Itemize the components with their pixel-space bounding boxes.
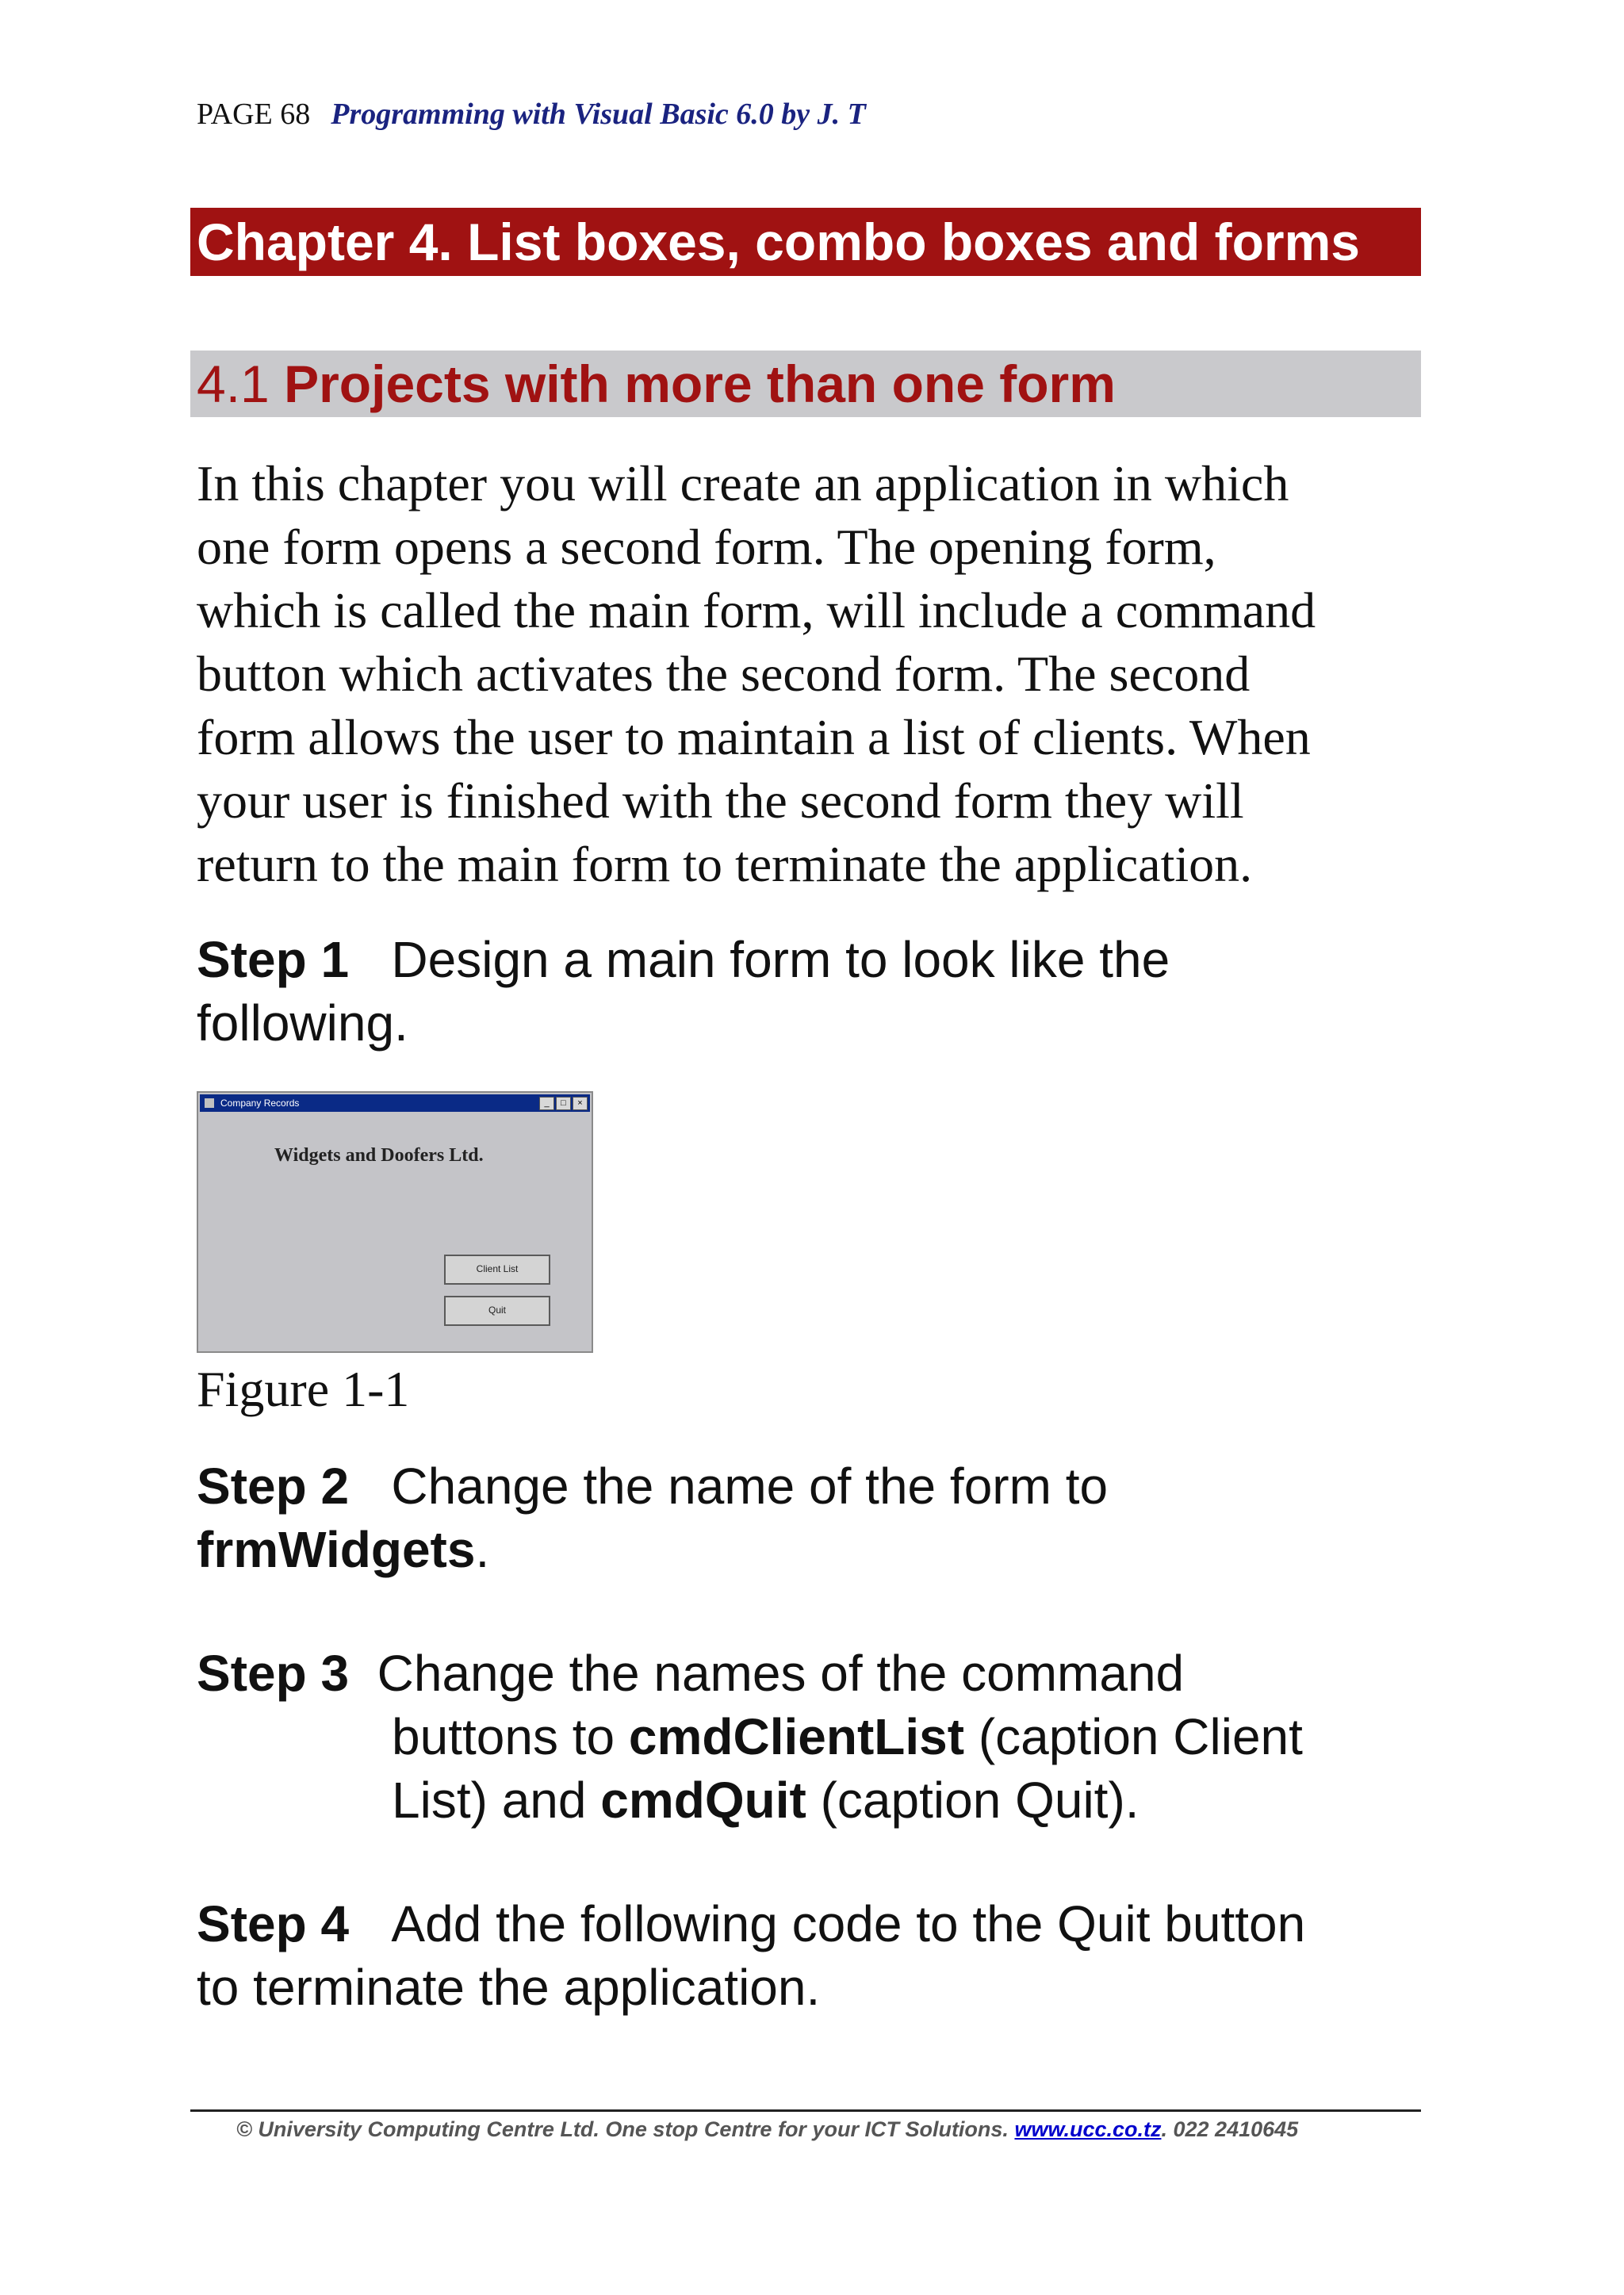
app-icon: [205, 1098, 214, 1108]
minimize-icon[interactable]: _: [539, 1097, 554, 1110]
company-label: Widgets and Doofers Ltd.: [274, 1145, 484, 1166]
window-title: Company Records: [220, 1098, 300, 1109]
step-1-text-cont: following.: [197, 994, 408, 1052]
step-4-text: Add the following code to the Quit button: [391, 1895, 1306, 1952]
quit-name: cmdQuit: [600, 1772, 806, 1829]
book-title: Programming with Visual Basic 6.0 by J. T: [331, 98, 866, 131]
footer-phone: . 022 2410645: [1161, 2117, 1299, 2141]
intro-paragraph: [197, 452, 1434, 896]
footer-link[interactable]: www.ucc.co.tz: [1014, 2117, 1162, 2141]
step-3: [197, 1642, 1303, 1832]
maximize-icon[interactable]: □: [556, 1097, 571, 1110]
section-number: 4.1: [197, 354, 270, 413]
step-1-text: Design a main form to look like the: [391, 931, 1170, 988]
page-footer: [236, 2117, 1298, 2142]
window-titlebar: [200, 1094, 590, 1112]
step-2: [197, 1454, 1108, 1581]
intro-line: In this chapter you will create an application in which: [197, 455, 1289, 511]
step-1: [197, 928, 1170, 1055]
step-3-text: Change the names of the command: [377, 1645, 1185, 1702]
intro-line: button which activates the second form. The second: [197, 646, 1251, 702]
figure-form-screenshot: [197, 1091, 593, 1353]
window-controls: [539, 1097, 588, 1110]
step-1-label: Step 1: [197, 931, 350, 988]
intro-line: form allows the user to maintain a list of clients. When: [197, 709, 1311, 765]
step-4-label: Step 4: [197, 1895, 350, 1952]
step-2-text: Change the name of the form to: [391, 1458, 1109, 1515]
step-3-text: List) and: [392, 1772, 601, 1829]
form-name: frmWidgets: [197, 1521, 476, 1578]
intro-line: one form opens a second form. The opening form,: [197, 519, 1216, 575]
step-3-text: buttons to: [392, 1708, 629, 1765]
chapter-title: Chapter 4. List boxes, combo boxes and forms: [190, 208, 1421, 276]
step-4: [197, 1892, 1305, 2019]
intro-line: your user is finished with the second form they will: [197, 772, 1244, 829]
close-icon[interactable]: ×: [573, 1097, 588, 1110]
page-header: [197, 97, 866, 132]
footer-divider: [190, 2109, 1421, 2112]
step-3-label: Step 3: [197, 1645, 350, 1702]
intro-line: return to the main form to terminate the application.: [197, 836, 1253, 892]
quit-button[interactable]: Quit: [444, 1296, 550, 1326]
step-4-text-cont: to terminate the application.: [197, 1959, 821, 2016]
step-3-text: (caption Quit).: [806, 1772, 1139, 1829]
footer-text: © University Computing Centre Ltd. One stop Centre for your ICT Solutions.: [236, 2117, 1015, 2141]
page-number: PAGE 68: [197, 98, 311, 131]
intro-line: which is called the main form, will include a command: [197, 582, 1316, 638]
section-title: Projects with more than one form: [284, 354, 1116, 413]
client-list-button[interactable]: Client List: [444, 1255, 550, 1285]
client-list-name: cmdClientList: [628, 1708, 965, 1765]
step-2-label: Step 2: [197, 1458, 350, 1515]
section-heading: [190, 351, 1421, 417]
step-3-text: (caption Client: [964, 1708, 1303, 1765]
figure-caption: Figure 1-1: [197, 1361, 410, 1417]
step-2-period: .: [475, 1521, 490, 1578]
